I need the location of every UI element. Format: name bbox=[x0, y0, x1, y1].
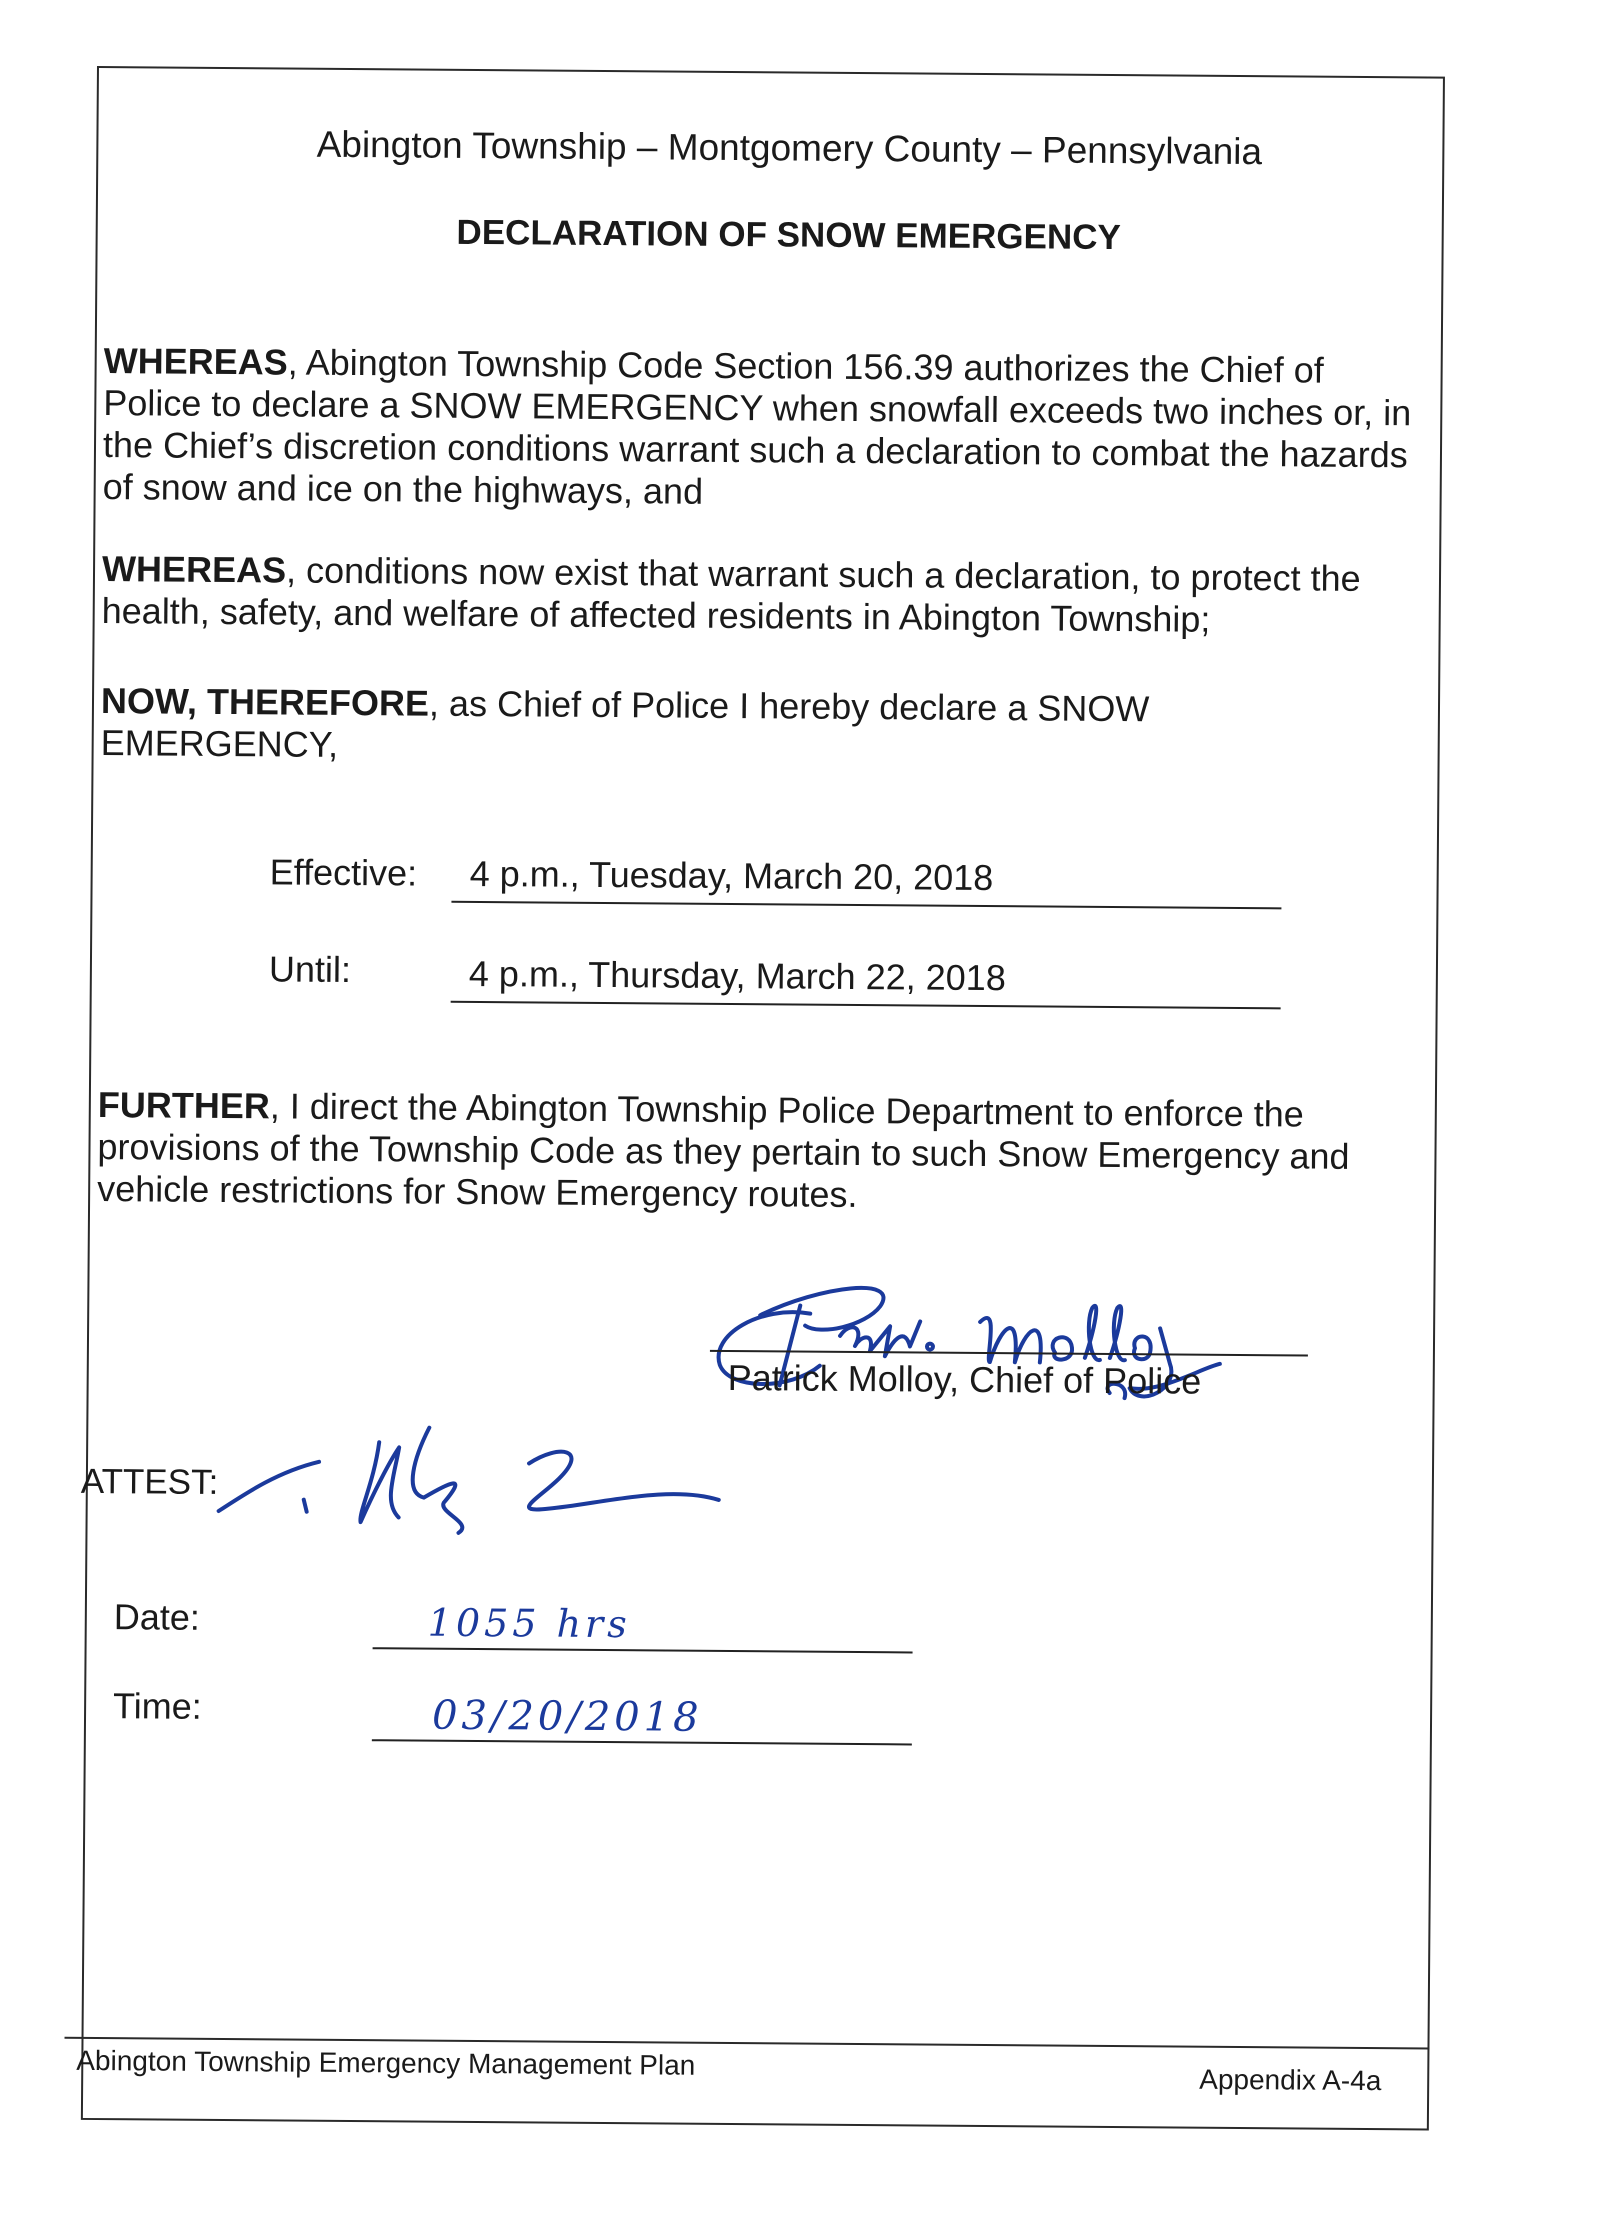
attest-signature bbox=[198, 1401, 759, 1545]
until-label: Until: bbox=[268, 948, 352, 991]
location-header: Abington Township – Montgomery County – Pennsylvania bbox=[316, 123, 1263, 173]
whereas-paragraph-1 bbox=[103, 340, 1424, 518]
footer-plan-name: Abington Township Emergency Management Plan bbox=[76, 2044, 696, 2081]
date-line bbox=[373, 1647, 913, 1653]
therefore-paragraph bbox=[101, 680, 1252, 773]
paragraph-lead: NOW, THEREFORE bbox=[100, 680, 430, 724]
attest-label: ATTEST: bbox=[80, 1461, 219, 1502]
further-paragraph bbox=[97, 1084, 1418, 1220]
time-label: Time: bbox=[112, 1685, 202, 1727]
until-value: 4 p.m., Thursday, March 22, 2018 bbox=[451, 951, 1281, 1010]
paragraph-text: , Abington Township Code Section 156.39 authorizes the Chief of Police to declare a SNOW EMERGENCY when snowfall exceeds two inches or, in the Chief’s discretion conditions warrant such a declaration to combat the hazards of snow and ice on the highways, and bbox=[102, 341, 1412, 512]
footer-appendix: Appendix A-4a bbox=[1199, 2063, 1382, 2097]
paragraph-text: , conditions now exist that warrant such a declaration, to protect the health, safety, and welfare of affected residents in Abington Township; bbox=[101, 549, 1361, 640]
paragraph-lead: WHEREAS bbox=[103, 340, 288, 383]
whereas-paragraph-2 bbox=[102, 548, 1423, 642]
effective-value: 4 p.m., Tuesday, March 20, 2018 bbox=[451, 851, 1281, 910]
paragraph-text: , I direct the Abington Township Police Department to enforce the provisions of the Township Code as they pertain to such Snow Emergency and vehicle restrictions for Snow Emergency routes. bbox=[97, 1085, 1350, 1216]
paragraph-text: , as Chief of Police I hereby declare a SNOW EMERGENCY, bbox=[100, 682, 1150, 765]
time-handwritten-value: 03/20/2018 bbox=[431, 1692, 703, 1741]
signatory-name: Patrick Molloy, Chief of Police bbox=[727, 1356, 1202, 1402]
effective-label: Effective: bbox=[269, 851, 418, 894]
paragraph-lead: FURTHER bbox=[97, 1084, 270, 1127]
date-handwritten-value: 1055 hrs bbox=[427, 1600, 631, 1647]
date-label: Date: bbox=[113, 1596, 201, 1638]
document-title: DECLARATION OF SNOW EMERGENCY bbox=[456, 212, 1122, 258]
paragraph-lead: WHEREAS bbox=[101, 548, 287, 591]
